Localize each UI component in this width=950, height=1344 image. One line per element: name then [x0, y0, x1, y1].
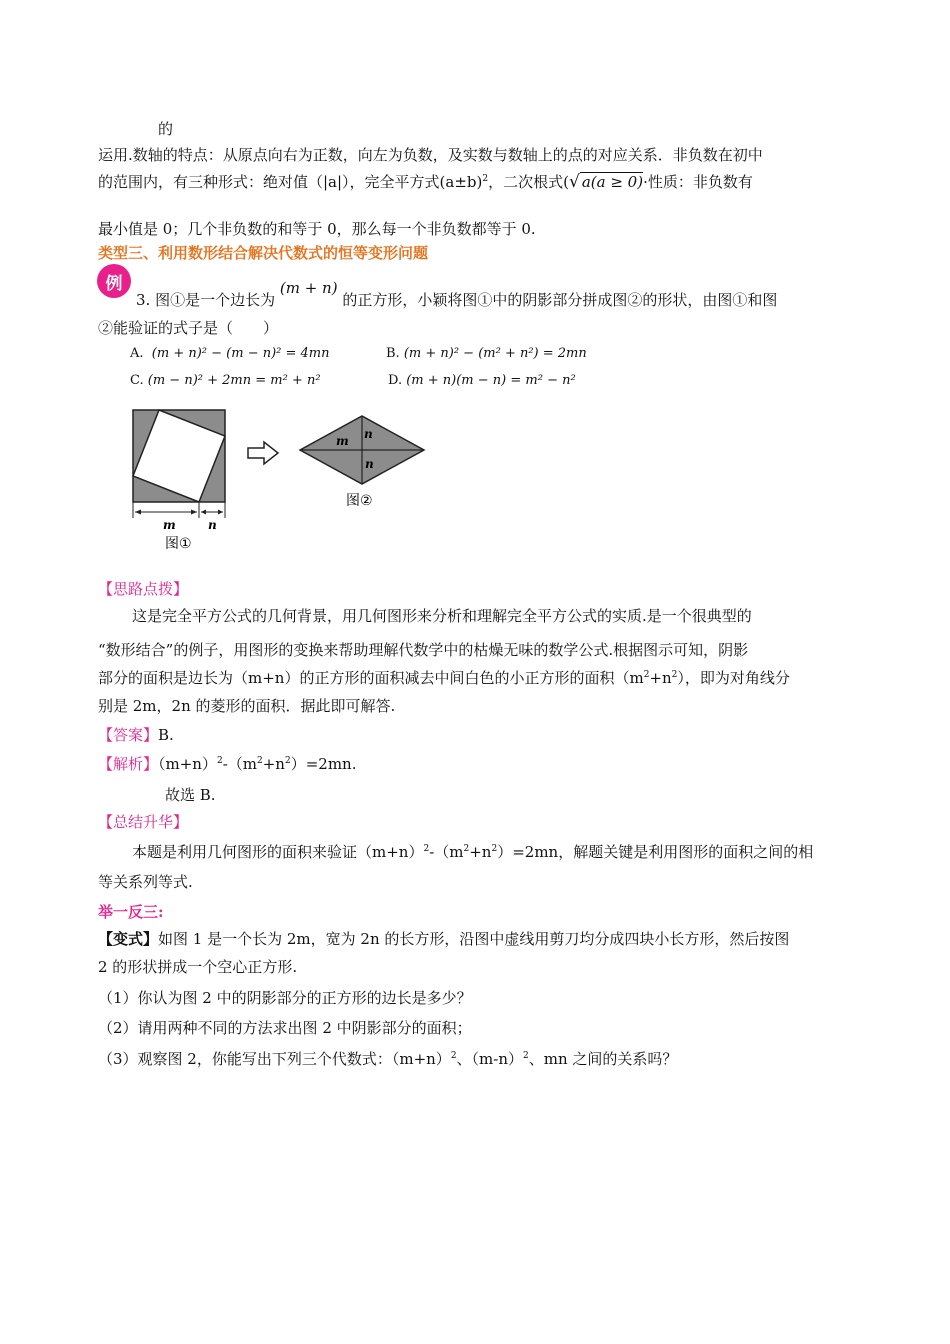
math-expression: (m + n) [279, 279, 338, 297]
sqrt-expression: √ a(a ≥ 0) [568, 172, 644, 192]
option-a [130, 344, 330, 364]
label-m: m [163, 518, 176, 532]
hint-line: “数形结合”的例子，用图形的变换来帮助理解代数学中的枯燥无味的数学公式.根据图示可知，阴影 [98, 641, 749, 659]
text-span: （3）观察图 2，你能写出下列三个代数式：（m+n） [98, 1050, 451, 1068]
text-span: ）=2mn，解题关键是利用图形的面积之间的相 [497, 843, 814, 861]
text-span: 如图 1 是一个长为 2m，宽为 2n 的长方形，沿图中虚线用剪刀均分成四块小长方形，然后按图 [158, 930, 790, 948]
analysis-label: 【解析】 [98, 755, 159, 773]
sqrt-radicand: a(a ≥ 0) [581, 173, 644, 191]
text-span: 的范围内，有三种形式：绝对值（|a|），完全平方式(a±b) [98, 173, 483, 191]
text-span: 部分的面积是边长为（m+n）的正方形的面积减去中间白色的小正方形的面积（m [98, 669, 644, 687]
analysis-line [98, 754, 356, 774]
label-n-top: n [364, 427, 373, 441]
text-span: 的正方形，小颖将图①中的阴影部分拼成图②的形状，由图①和图 [342, 291, 778, 309]
option-d [388, 371, 576, 391]
superscript: 2 [423, 844, 430, 854]
variant-label: 【变式】 [98, 930, 159, 948]
option-b [386, 344, 587, 364]
superscript: 2 [491, 844, 498, 854]
hint-line: 这是完全平方公式的几何背景，用几何图形来分析和理解完全平方公式的实质.是一个很典型的 [132, 607, 752, 625]
figure-1 [125, 405, 235, 553]
fig1-caption: 图① [165, 536, 192, 552]
option-label: B. [386, 346, 400, 361]
answer-line [98, 725, 174, 745]
option-expression: (m + n)² − (m − n)² = 4mn [151, 346, 330, 361]
text-span: 3. 图①是一个边长为 [136, 291, 276, 309]
practice-title: 举一反三: [98, 903, 164, 921]
superscript: 2 [671, 670, 678, 680]
summary-label: 【总结升华】 [98, 813, 189, 831]
summary-line: 等关系列等式. [98, 873, 193, 891]
text-span: ）=2mn. [290, 755, 357, 773]
question-line [136, 279, 778, 310]
section-title: 类型三、利用数形结合解决代数式的恒等变形问题 [98, 244, 429, 262]
question-line: ②能验证的式子是（ ） [98, 319, 279, 337]
example-badge: 例 [97, 264, 131, 298]
text-line: 最小值是 0；几个非负数的和等于 0，那么每一个非负数都等于 0. [98, 220, 536, 238]
variant-line: 2 的形状拼成一个空心正方形. [98, 958, 298, 976]
text-span: （m+n） [158, 755, 217, 773]
hint-line: 别是 2m，2n 的菱形的面积．据此即可解答. [98, 697, 396, 715]
text-span: +n [649, 669, 672, 687]
analysis-conclusion: 故选 B. [165, 786, 216, 804]
text-span: ·性质：非负数有 [643, 173, 753, 191]
answer-value: B. [158, 726, 174, 744]
superscript: 2 [284, 756, 291, 766]
fig2-caption: 图② [346, 493, 373, 509]
label-n-bottom: n [365, 457, 374, 471]
option-expression: (m + n)² − (m² + n²) = 2mn [403, 346, 587, 361]
transform-arrow-icon [246, 440, 280, 466]
text-span: +n [469, 843, 492, 861]
text-span: 、mn 之间的关系吗？ [528, 1050, 678, 1068]
text-span: 、（m-n） [456, 1050, 523, 1068]
text-line: 的 [158, 120, 174, 138]
hint-label: 【思路点拨】 [98, 580, 189, 598]
text-span: -（m [222, 755, 257, 773]
sub-question-3 [98, 1049, 677, 1069]
option-c [130, 371, 321, 391]
label-n: n [208, 518, 217, 532]
text-line [98, 172, 753, 192]
option-expression: (m + n)(m − n) = m² − n² [406, 373, 576, 388]
superscript: 2 [450, 1051, 457, 1061]
superscript: 2 [463, 844, 470, 854]
text-span: +n [262, 755, 285, 773]
hint-line [98, 668, 790, 688]
text-span: 本题是利用几何图形的面积来验证（m+n） [132, 843, 424, 861]
text-span: ），即为对角线分 [677, 669, 790, 687]
text-line: 运用.数轴的特点：从原点向右为正数，向左为负数，及实数与数轴上的点的对应关系．非负数在初中 [98, 146, 763, 164]
superscript: 2 [643, 670, 650, 680]
option-expression: (m − n)² + 2mn = m² + n² [147, 373, 321, 388]
superscript: 2 [523, 1051, 529, 1061]
option-label: C. [130, 373, 144, 388]
option-label: D. [388, 373, 403, 388]
summary-line [132, 842, 813, 862]
sub-question-1: （1）你认为图 2 中的阴影部分的正方形的边长是多少？ [98, 989, 472, 1007]
superscript: 2 [216, 756, 223, 766]
label-m: m [336, 434, 349, 448]
option-label: A. [130, 346, 144, 361]
superscript: 2 [482, 174, 489, 184]
figure-2 [296, 412, 426, 512]
answer-label: 【答案】 [98, 726, 159, 744]
superscript: 2 [257, 756, 263, 766]
sub-question-2: （2）请用两种不同的方法求出图 2 中阴影部分的面积； [98, 1019, 472, 1037]
variant-line [98, 929, 789, 949]
text-span: ，二次根式( [488, 173, 569, 191]
text-span: -（m [429, 843, 464, 861]
